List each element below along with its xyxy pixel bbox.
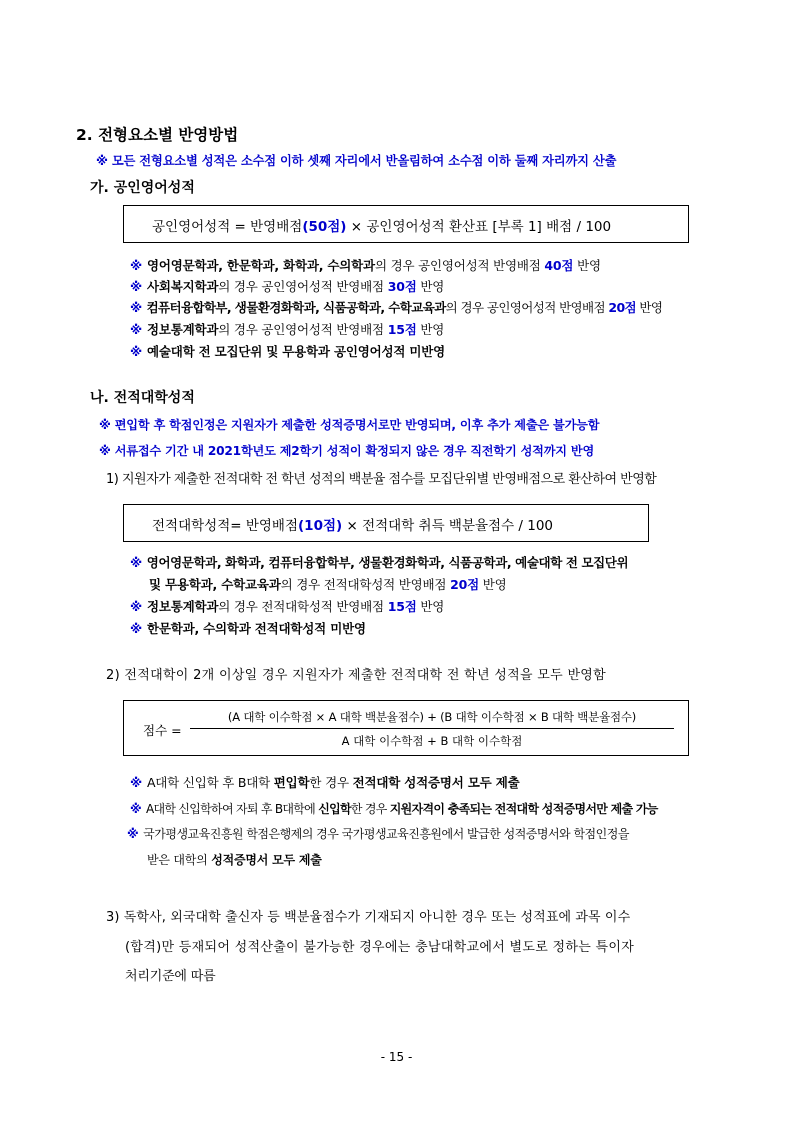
page-number: - 15 -	[380, 1050, 413, 1064]
note-item	[130, 342, 445, 360]
note-score: 15점	[387, 322, 417, 337]
note-text: 국가평생교육진흥원 학점은행제의 경우 국가평생교육진흥원에서 발급한 성적증명서와 학점인정을	[143, 827, 629, 841]
note-text: 한 경우	[309, 775, 353, 790]
note-item	[130, 597, 444, 615]
note-item	[130, 298, 662, 316]
note-mark: ※	[130, 258, 142, 273]
note-mark: ※	[130, 322, 142, 337]
section-title: 2. 전형요소별 반영방법	[76, 126, 239, 144]
transfer-formula	[152, 514, 553, 534]
note-mark: ※	[130, 775, 142, 790]
note-text: 받은 대학의	[147, 853, 212, 867]
note-bold: 정보통계학과	[146, 322, 219, 337]
note-mark: ※	[130, 300, 142, 315]
note-bold: 성적증명서 모두 제출	[211, 853, 322, 867]
note-mark: ※	[130, 802, 141, 816]
note-tail: 반영	[478, 577, 507, 592]
note-bold: 지원자격이 충족되는 전적대학 성적증명서만 제출 가능	[389, 802, 658, 816]
note-text: 의 경우 전적대학성적 반영배점	[218, 599, 388, 614]
note-mark: ※	[130, 599, 142, 614]
section-notice: ※ 모든 전형요소별 성적은 소수점 이하 셋째 자리에서 반올림하여 소수점 이하 둘째 자리까지 산출	[96, 154, 617, 168]
part-a-title: 가. 공인영어성적	[90, 180, 195, 196]
note-mark: ※	[130, 344, 142, 359]
note-bold: 전적대학 성적증명서 모두 제출	[352, 775, 520, 790]
note-score: 15점	[387, 599, 417, 614]
note-tail: 반영	[416, 599, 445, 614]
note-item	[130, 553, 628, 571]
note-item	[127, 825, 629, 842]
english-formula	[152, 215, 611, 235]
note-text: 의 경우 공인영어성적 반영배점	[218, 279, 388, 294]
note-score: 40점	[544, 258, 574, 273]
formula-text-tail: × 전적대학 취득 백분율점수 / 100	[342, 518, 554, 534]
note-text: 의 경우 공인영어성적 반영배점	[374, 258, 545, 273]
note-item	[130, 800, 658, 817]
formula-text: 공인영어성적 = 반영배점	[152, 219, 303, 235]
note-item-cont	[149, 575, 507, 593]
note-bold: 정보통계학과	[146, 599, 219, 614]
part-b-title: 나. 전적대학성적	[90, 390, 195, 406]
note-bold: 한문학과, 수의학과 전적대학성적 미반영	[146, 621, 366, 636]
note-text: 의 경우 공인영어성적 반영배점	[218, 322, 388, 337]
note-bold: 영어영문학과, 한문학과, 화학과, 수의학과	[146, 258, 375, 273]
part-b-item-3-line-1: 3) 독학사, 외국대학 출신자 등 백분율점수가 기재되지 아니한 경우 또는 성적표에 과목 이수	[106, 910, 631, 925]
note-score: 20점	[450, 577, 479, 592]
fraction-denominator: A 대학 이수학점 + B 대학 이수학점	[341, 734, 523, 748]
part-b-item-3-line-2: (합격)만 등재되어 성적산출이 불가능한 경우에는 충남대학교에서 별도로 정하는 특이자	[125, 940, 635, 955]
note-mark: ※	[130, 279, 142, 294]
note-tail: 반영	[416, 322, 445, 337]
note-text: 의 경우 전적대학성적 반영배점	[280, 577, 451, 592]
part-b-item-2: 2) 전적대학이 2개 이상일 경우 지원자가 제출한 전적대학 전 학년 성적을 모두 반영함	[106, 668, 607, 683]
fraction-numerator: (A 대학 이수학점 × A 대학 백분율점수) + (B 대학 이수학점 × B 대학 백분율점수)	[227, 710, 637, 724]
note-item	[130, 320, 444, 338]
note-bold: 사회복지학과	[146, 279, 219, 294]
part-b-notice-1: ※ 편입학 후 학점인정은 지원자가 제출한 성적증명서로만 반영되며, 이후 추가 제출은 불가능함	[99, 418, 600, 432]
fraction-label: 점수 =	[143, 723, 182, 738]
note-score: 30점	[387, 279, 417, 294]
fraction-bar	[190, 728, 674, 729]
note-text: A대학 신입학 후 B대학	[146, 775, 274, 790]
note-bold: 컴퓨터융합학부, 생물환경화학과, 식품공학과, 수학교육과	[146, 300, 446, 315]
formula-score: (50점)	[302, 219, 347, 235]
note-mark: ※	[130, 621, 142, 636]
note-mark: ※	[127, 827, 139, 841]
note-score: 20점	[608, 300, 637, 315]
note-item	[130, 619, 366, 637]
note-text: 의 경우 공인영어성적 반영배점	[445, 300, 609, 315]
part-b-notice-2: ※ 서류접수 기간 내 2021학년도 제2학기 성적이 확정되지 않은 경우 직전학기 성적까지 반영	[99, 444, 595, 458]
note-item	[130, 773, 519, 791]
note-bold: 영어영문학과, 화학과, 컴퓨터융합학부, 생물환경화학과, 식품공학과, 예술대학 전 모집단위	[146, 555, 629, 570]
part-b-item-1: 1) 지원자가 제출한 전적대학 전 학년 성적의 백분율 점수를 모집단위별 반영배점으로 환산하여 반영함	[106, 472, 657, 487]
note-text: 한 경우	[350, 802, 390, 816]
note-bold: 예술대학 전 모집단위 및 무용학과 공인영어성적 미반영	[146, 344, 445, 359]
note-bold: 및 무용학과, 수학교육과	[149, 577, 281, 592]
note-tail: 반영	[573, 258, 601, 273]
note-text: A대학 신입학하여 자퇴 후 B대학에	[145, 802, 319, 816]
note-tail: 반영	[416, 279, 445, 294]
formula-text: 전적대학성적= 반영배점	[152, 518, 299, 534]
note-item	[130, 256, 601, 274]
part-b-item-3-line-3: 처리기준에 따름	[125, 969, 216, 984]
formula-text-tail: × 공인영어성적 환산표 [부록 1] 배점 / 100	[346, 219, 612, 235]
note-tail: 반영	[636, 300, 663, 315]
note-item	[130, 277, 444, 295]
formula-score: (10점)	[298, 518, 343, 534]
note-bold: 편입학	[273, 775, 310, 790]
note-bold: 신입학	[318, 802, 351, 816]
note-item-cont	[147, 851, 322, 868]
note-mark: ※	[130, 555, 142, 570]
